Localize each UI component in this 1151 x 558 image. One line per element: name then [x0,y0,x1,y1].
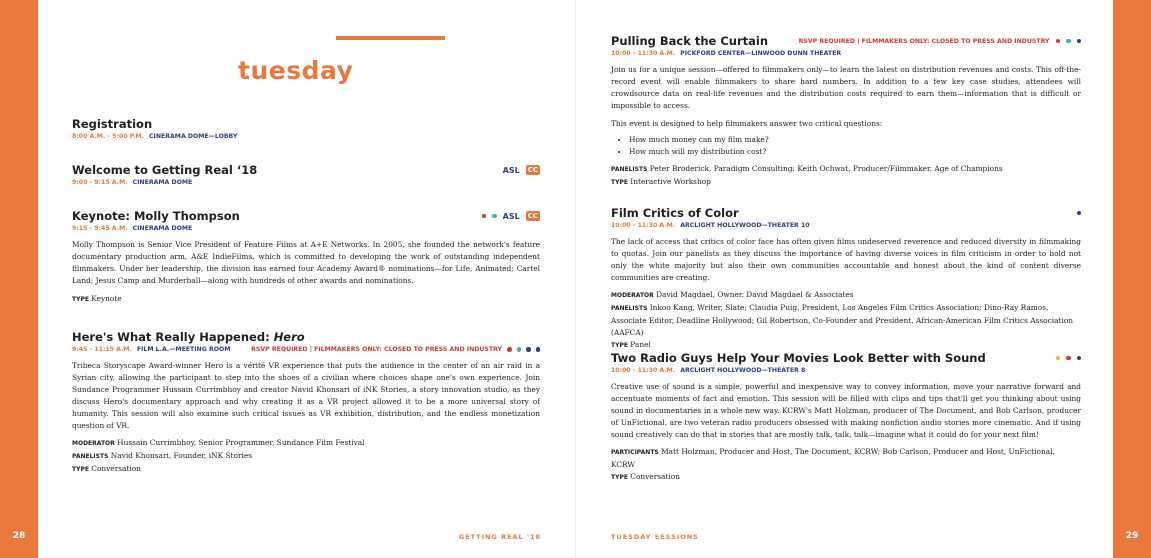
session-tags [251,345,540,354]
cc-badge: CC [527,166,538,174]
red-dot-icon [1056,39,1061,44]
right-footer: TUESDAY SESSIONS [611,533,699,541]
session-hero [72,330,540,476]
day-title: tuesday [238,56,354,85]
session-location: CINERAMA DOME [132,179,193,186]
session-panelists: PANELISTS Inkoo Kang, Writer, Slate; Claudia Puig, President, Los Angeles Film Critics Association; Dino-Ray Ramos, Associate Editor, Deadline Hollywood; Gil Robertson, Co-Founder and President, African-American Film Critics Association (AAFCA) [611,303,1074,337]
accessibility-tags [482,209,540,223]
right-page-number: 29 [1125,531,1139,541]
session-time: 9:45 - 11:15 A.M. [72,346,132,353]
session-title: Pulling Back the Curtain [611,34,769,48]
session-moderator: MODERATOR David Magdael, Owner, David Magdael & Associates [611,290,854,299]
session-film-critics [611,206,1081,352]
navy-dot-icon [536,347,541,352]
session-meta [611,366,1081,375]
yellow-dot-icon [1056,356,1061,361]
right-page [576,0,1113,558]
left-footer: GETTING REAL '18 [458,533,541,541]
teal-dot-icon [517,347,522,352]
session-meta [72,132,540,141]
session-description: Join us for a unique session—offered to filmmakers only—to learn the latest on distribution revenues and costs. This off-the-record event will enable filmmakers to share hard numbers. In addition to a few key case studies, attendees will crowdsource data on real-life revenues and the distribution costs required to earn them—information that is difficult or impossible to access. [611,65,1081,110]
red-dot-icon [1066,356,1071,361]
navy-dot-icon [1077,356,1082,361]
session-type: TYPE Interactive Workshop [611,177,711,186]
session-tags [799,34,1081,48]
navy-dot-icon [1077,211,1082,216]
session-description-2: This event is designed to help filmmakers answer two critical questions: [611,119,883,128]
session-participants: PARTICIPANTS Matt Holzman, Producer and Host, The Document, KCRW; Bob Carlson, Producer and Host, UnFictional, KCRW [611,447,1055,469]
session-two-radio-guys [611,351,1081,484]
session-description: Tribeca Storyscape Award-winner Hero is a vérité VR experience that puts the audience in the center of an air raid in a Syrian city, allowing the participant to step into the shoes of a civilian where choices shape one's own experience. Join Sundance Programmer Hussain Currimbhoy and creator Navid Khonsari of iNK Stories, a story innovation studio, as they discuss Hero's documentary approach and why creating it as a VR project allowed it to be a more universal story of humanity. This session will also examine such critical issues as VR exhibition, distribution, and the endless monetization question of VR. [72,361,540,430]
list-item: • How much money can my film make? [629,134,1081,146]
session-time: 9:00 - 9:15 A.M. [72,179,128,186]
rsvp-notice: RSVP REQUIRED | FILMMAKERS ONLY: CLOSED TO PRESS AND INDUSTRY [251,346,502,353]
session-meta [611,49,1081,58]
session-meta [72,345,540,354]
session-meta [611,221,1081,230]
red-dot-icon [507,347,512,352]
session-title: Film Critics of Color [611,206,739,220]
asl-badge: ASL [502,165,520,175]
session-meta [72,178,540,187]
session-time: 10:00 - 11:30 A.M. [611,50,676,57]
session-moderator: MODERATOR Hussain Currimbhoy, Senior Programmer, Sundance Film Festival [72,438,365,447]
session-keynote [72,209,540,306]
rsvp-notice: RSVP REQUIRED | FILMMAKERS ONLY: CLOSED TO PRESS AND INDUSTRY [798,37,1050,45]
session-title: Two Radio Guys Help Your Movies Look Better with Sound [611,351,986,365]
session-panelists: PANELISTS Peter Broderick, Paradigm Consulting; Keith Ochwat, Producer/Filmmaker, Age of Champions [611,164,1003,173]
session-type: TYPE Panel [611,340,651,349]
session-type: TYPE Keynote [72,294,122,303]
asl-badge: ASL [502,211,520,221]
session-description: Molly Thompson is Senior Vice President of Feature Films at A+E Networks. In 2005, she founded the network's feature documentary production arm, A&E IndieFilms, which is committed to developing the work of outstanding independent filmmakers. Under her leadership, the division has earned four Academy Award® nominations—for Life, Animated; Cartel Land; Jesus Camp and Murderball—along with hundreds of other awards and nominations. [72,240,540,285]
question-list [611,134,1081,158]
red-dot-icon [482,214,487,219]
list-item: • How much will my distribution cost? [629,146,1081,158]
session-time: 10:00 - 11:30 A.M. [611,222,676,229]
teal-dot-icon [1066,39,1071,44]
left-page [38,0,575,558]
session-title: Keynote: Molly Thompson [72,209,240,223]
accessibility-tags [503,163,540,177]
session-meta [72,224,540,233]
title-rule [336,36,445,40]
session-location: FILM L.A.—MEETING ROOM [136,346,231,353]
teal-dot-icon [492,214,497,219]
session-title: Here's What Really Happened: Hero [72,330,305,344]
session-location: PICKFORD CENTER—LINWOOD DUNN THEATER [680,50,842,57]
session-time: 10:00 - 11:30 A.M. [611,367,676,374]
session-location: CINERAMA DOME [132,225,193,232]
session-description: The lack of access that critics of color face has often given films undeserved reverence and reduced diversity in filmmaking to quotas. Join our panelists as they discuss the importance of having diverse voices in film criticism in order to hold not only the white majority but also their own communities accountable and honest about the kind of content diverse communities are creating. [611,237,1081,282]
session-time: 8:00 A.M. - 5:00 P.M. [72,133,144,140]
left-page-number: 28 [12,531,26,541]
session-registration [72,117,540,141]
session-pulling-back-curtain [611,34,1081,189]
right-orange-band [1113,0,1151,558]
left-orange-band [0,0,38,558]
session-location: CINERAMA DOME—LOBBY [148,133,238,140]
cc-badge: CC [527,212,538,220]
session-type: TYPE Conversation [72,464,141,473]
session-tags [1056,351,1082,365]
session-title: Registration [72,117,153,131]
session-description: Creative use of sound is a simple, powerful and inexpensive way to convey information, move your narrative forward and accentuate moments of fact and emotion. This session will be filled with clips and tips that'll get you thinking about using sound in documentaries in a whole new way. KCRW's Matt Holzman, producer of The Document, and Bob Carlson, producer of UnFictional, are two veteran radio producers obsessed with making nonfiction audio stories more cinematic. And if using sound creatively can do that in stories that are mostly talk, talk, talk—imagine what it could do for your next film! [611,382,1081,439]
session-panelists: PANELISTS Navid Khonsari, Founder, iNK Stories [72,451,253,460]
session-tags [1077,206,1082,220]
session-location: ARCLIGHT HOLLYWOOD—THEATER 8 [680,367,806,374]
session-type: TYPE Conversation [611,472,680,481]
navy-dot-icon [526,347,531,352]
session-title: Welcome to Getting Real ‘18 [72,163,258,177]
session-welcome [72,163,540,187]
session-location: ARCLIGHT HOLLYWOOD—THEATER 10 [680,222,810,229]
session-time: 9:15 - 9:45 A.M. [72,225,128,232]
navy-dot-icon [1077,39,1082,44]
